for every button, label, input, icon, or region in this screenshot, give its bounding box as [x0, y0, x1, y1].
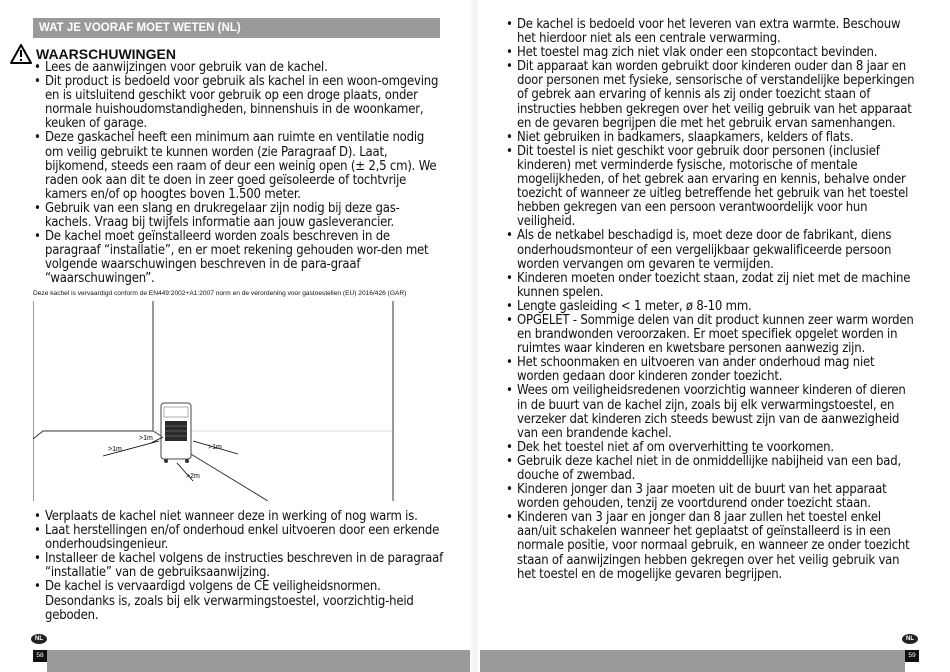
list-item: • Dit toestel is niet geschikt voor gebruik door personen (inclusief kinderen) met verminderde fysische, motorische of mentale mogelijkheden, of het gebrek aan ervaring en kennis, behalve onder toezicht of wanneer ze uitleg betreffende het gebruik van het toestel hebben gekregen van een persoon verantwoordelijk voor hun veiligheid.	[505, 145, 917, 230]
list-item: • Niet gebruiken in badkamers, slaapkamers, kelders of flats.	[505, 131, 917, 145]
warnings-title: WAARSCHUWINGEN	[36, 46, 176, 62]
list-item: • Kinderen jonger dan 3 jaar moeten uit de buurt van het apparaat worden gehouden, tenzij ze voortdurend onder toezicht staan.	[505, 483, 917, 511]
list-item: • Als de netkabel beschadigd is, moet deze door de fabrikant, diens onderhoudsmonteur of een vergelijkbaar gekwalificeerde persoon worden vervangen om gevaren te vermijden.	[505, 229, 917, 271]
heater-illustration	[161, 403, 191, 463]
list-item: • Dit product is bedoeld voor gebruik als kachel in een woon-omgeving en is uitsluitend geschikt voor gebruik op een droge plaats, onder normale huishoudomstandigheden, binnenshuis in de woonkamer, keuken of garage.	[33, 75, 445, 131]
warnings-list-top	[33, 61, 445, 287]
conformity-note: Deze kachel is vervaardigd conform de EN449:2002+A1:2007 norm en de verordening voor gastoestellen (EU) 2016/426 (GAR)	[33, 290, 407, 297]
warning-triangle-icon	[10, 44, 32, 64]
list-item: • De kachel is bedoeld voor het leveren van extra warmte. Beschouw het hierdoor niet als een centrale verwarming.	[505, 18, 917, 46]
warnings-list-bottom	[33, 510, 445, 623]
clearance-diagram	[33, 301, 443, 501]
footer-bar	[480, 650, 905, 672]
page-number: 58	[33, 650, 47, 662]
language-badge: NL	[31, 634, 47, 644]
list-item: • Het schoonmaken en uitvoeren van ander onderhoud mag niet worden gedaan door kinderen zonder toezicht.	[505, 356, 917, 384]
list-item: • OPGELET - Sommige delen van dit product kunnen zeer warm worden en brandwonden veroorzaken. Er moet specifiek opgelet worden in ruimtes waar kinderen en kwetsbare personen aanwezig zijn.	[505, 314, 917, 356]
label-top: >1m	[139, 435, 153, 442]
label-left: >1m	[108, 446, 122, 453]
list-item: • Verplaats de kachel niet wanneer deze in werking of nog warm is.	[33, 510, 445, 524]
list-item: • Laat herstellingen en/of onderhoud enkel uitvoeren door een erkende onderhoudsingenieur.	[33, 524, 445, 552]
warnings-list-right	[505, 18, 917, 582]
list-item: • Dek het toestel niet af om oververhitting te voorkomen.	[505, 441, 917, 455]
list-item: • De kachel is vervaardigd volgens de CE veiligheidsnormen. Desondanks is, zoals bij elk verwarmingstoestel, voorzichtig-heid geboden.	[33, 580, 445, 622]
list-item: • Dit apparaat kan worden gebruikt door kinderen ouder dan 8 jaar en door personen met fysieke, sensorische of verstandelijke beperkingen of gebrek aan ervaring of kennis als zij onder toezicht staan of instructies hebben gekregen over het veilig gebruik van het apparaat en de gevaren begrijpen die met het gebruik ervan samenhangen.	[505, 60, 917, 130]
list-item: • Gebruik van een slang en drukregelaar zijn nodig bij deze gas-kachels. Vraag bij twijfels informatie aan jouw gasleverancier.	[33, 202, 445, 230]
list-item: • Deze gaskachel heeft een minimum aan ruimte en ventilatie nodig om veilig gebruikt te kunnen worden (zie Paragraaf D). Laat, bijkomend, steeds een raam of deur een weinig open (± 2,5 cm). We raden ook aan dit te doen in zeer goed geïsoleerde of tochtvrije kamers en/of op hoogtes boven 1.500 meter.	[33, 131, 445, 201]
list-item: • Het toestel mag zich niet vlak onder een stopcontact bevinden.	[505, 46, 917, 60]
list-item: • Installeer de kachel volgens de instructies beschreven in de paragraaf “installatie” van de gebruiksaanwijzing.	[33, 552, 445, 580]
footer-bar	[47, 650, 470, 672]
list-item: • De kachel moet geïnstalleerd worden zoals beschreven in de paragraaf “installatie”, en er moet rekening gehouden wor-den met volgende waarschuwingen beschreven in de para-graaf “waarschuwingen”.	[33, 230, 445, 286]
list-item: • Gebruik deze kachel niet in de onmiddellijke nabijheid van een bad, douche of zwembad.	[505, 455, 917, 483]
list-item: • Lengte gasleiding < 1 meter, ø 8-10 mm.	[505, 300, 917, 314]
label-front: >2m	[186, 473, 200, 480]
right-page	[475, 0, 950, 672]
list-item: • Wees om veiligheidsredenen voorzichtig wanneer kinderen of dieren in de buurt van de kachel zijn, zoals bij elk verwarmingstoestel, en verzeker dat kinderen zich steeds bewust zijn van de aanwezigheid van een brandende kachel.	[505, 384, 917, 440]
list-item: • Lees de aanwijzingen voor gebruik van de kachel.	[33, 61, 445, 75]
list-item: • Kinderen moeten onder toezicht staan, zodat zij niet met de machine kunnen spelen.	[505, 272, 917, 300]
room-floor-left-edge	[33, 431, 153, 439]
section-header: WAT JE VOORAF MOET WETEN (NL)	[33, 18, 440, 38]
page-number: 59	[905, 650, 919, 662]
label-right: >1m	[208, 444, 222, 451]
language-badge: NL	[902, 634, 918, 644]
list-item: • Kinderen van 3 jaar en jonger dan 8 jaar zullen het toestel enkel aan/uit schakelen wanneer het geplaatst of geïnstalleerd is in een normale positie, voor normaal gebruik, en wanneer ze onder toezicht staan of aanwijzingen hebben gekregen over het veilig gebruik van het toestel en de mogelijke gevaren begrijpen.	[505, 511, 917, 581]
